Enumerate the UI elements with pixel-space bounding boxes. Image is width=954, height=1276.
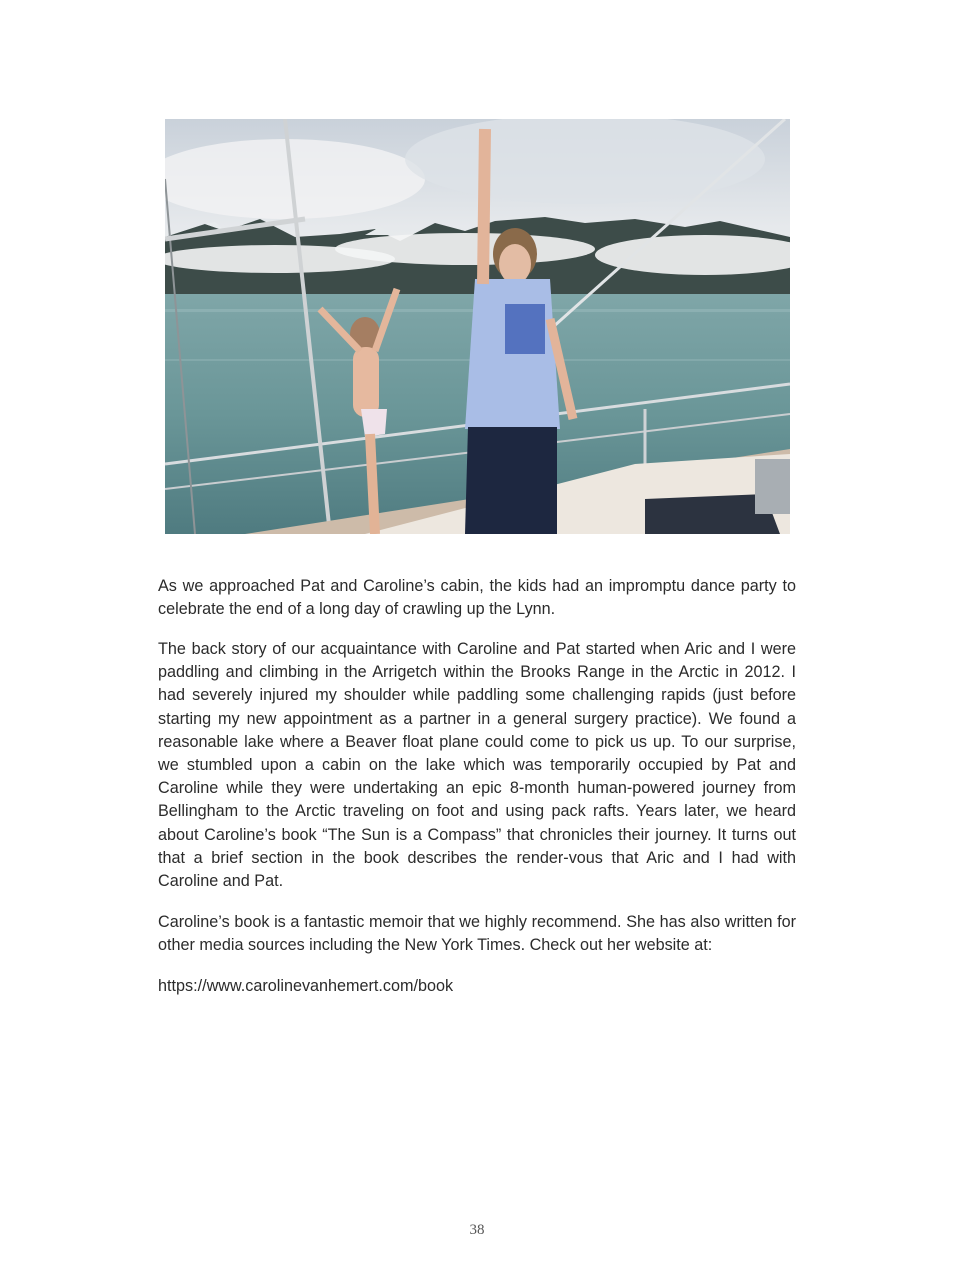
- paragraph-book-recommendation: Caroline’s book is a fantastic memoir that we highly recommend. She has also written for other media sources including the New York Times. Check out her website at:: [158, 913, 796, 955]
- photo-illustration: [165, 119, 790, 534]
- website-link[interactable]: https://www.carolinevanhemert.com/book: [158, 977, 454, 995]
- photo-kids-on-sailboat: [165, 119, 790, 534]
- paragraph-caption: As we approached Pat and Caroline’s cabin, the kids had an impromptu dance party to celebrate the end of a long day of crawling up the Lynn.: [158, 577, 796, 619]
- page-number: 38: [469, 1222, 485, 1238]
- paragraph-back-story: The back story of our acquaintance with Caroline and Pat started when Aric and I were paddling and climbing in the Arrigetch within the Brooks Range in the Arctic in 2012. I had severely injured my shoulder while paddling some challenging rapids (just before starting my new appointment as a partner in a general surgery practice). We found a reasonable lake where a Beaver float plane could come to pick us up. To our surprise, we stumbled upon a cabin on the lake which was temporarily occupied by Pat and Caroline while they were undertaking an epic 8-month human-powered journey from Bellingham to the Arctic traveling on foot and using pack rafts. Years later, we heard about Caroline’s book “The Sun is a Compass” that chronicles their journey. It turns out that a brief section in the book describes the render-vous that Aric and I had with Caroline and Pat.: [158, 640, 796, 891]
